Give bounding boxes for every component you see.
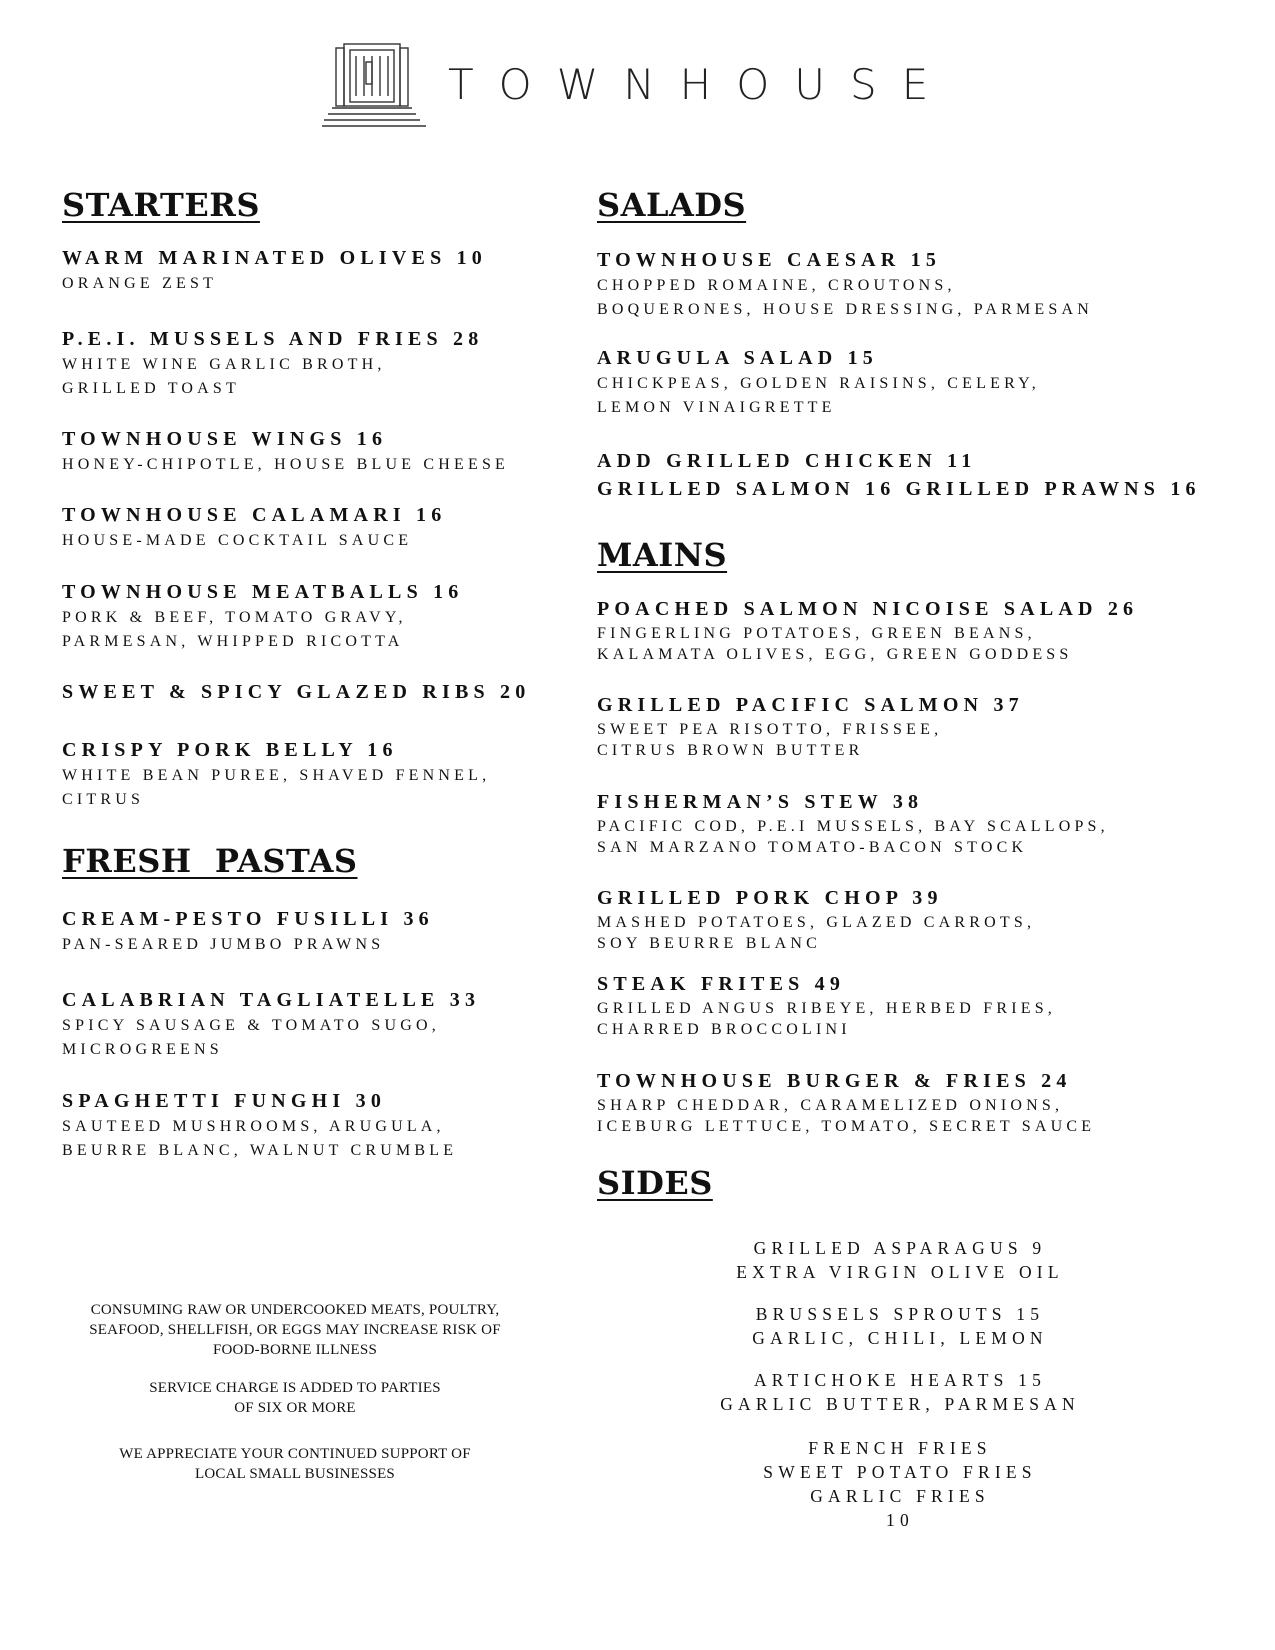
- support-notice: WE APPRECIATE YOUR CONTINUED SUPPORT OF LOCAL SMALL BUSINESSES: [119, 1446, 471, 1482]
- salad-addons: [597, 447, 1201, 503]
- item-desc: CHOPPED ROMAINE, CROUTONS,: [597, 277, 956, 294]
- item-desc: SOY BEURRE BLANC: [597, 935, 821, 952]
- item-desc: BEURRE BLANC, WALNUT CRUMBLE: [62, 1142, 458, 1159]
- menu-item: [597, 691, 1024, 761]
- item-desc: GRILLED ANGUS RIBEYE, HERBED FRIES,: [597, 1000, 1057, 1017]
- item-desc: SHARP CHEDDAR, CARAMELIZED ONIONS,: [597, 1097, 1064, 1114]
- item-desc: CHICKPEAS, GOLDEN RAISINS, CELERY,: [597, 375, 1040, 392]
- item-desc: HOUSE-MADE COCKTAIL SAUCE: [62, 532, 413, 549]
- section-title-sides: SIDES: [597, 1164, 713, 1202]
- menu-item: [62, 905, 434, 957]
- item-name: ARUGULA SALAD 15: [597, 347, 879, 369]
- item-desc: CITRUS BROWN BUTTER: [597, 742, 864, 759]
- item-desc: ICEBURG LETTUCE, TOMATO, SECRET SAUCE: [597, 1118, 1096, 1135]
- side-line: GARLIC, CHILI, LEMON: [752, 1328, 1048, 1348]
- item-name: CREAM-PESTO FUSILLI 36: [62, 908, 434, 930]
- menu-item: [597, 884, 1035, 954]
- side-line: FRENCH FRIES: [808, 1438, 992, 1458]
- menu-item: [597, 344, 1040, 420]
- item-name: CALABRIAN TAGLIATELLE 33: [62, 989, 481, 1011]
- side-line: GRILLED ASPARAGUS 9: [753, 1238, 1047, 1258]
- menu-item: [597, 1067, 1095, 1137]
- footer-notes: [50, 1300, 540, 1484]
- brand-logo: [322, 38, 954, 138]
- item-name: TOWNHOUSE CALAMARI 16: [62, 504, 447, 526]
- menu-item: [62, 986, 480, 1062]
- item-desc: GRILLED TOAST: [62, 380, 241, 397]
- item-desc: MICROGREENS: [62, 1041, 223, 1058]
- item-desc: PORK & BEEF, TOMATO GRAVY,: [62, 609, 407, 626]
- item-desc: KALAMATA OLIVES, EGG, GREEN GODDESS: [597, 646, 1073, 663]
- section-title-starters: STARTERS: [62, 186, 260, 224]
- item-name: STEAK FRITES 49: [597, 973, 846, 995]
- side-line: SWEET POTATO FRIES: [763, 1462, 1037, 1482]
- health-notice: CONSUMING RAW OR UNDERCOOKED MEATS, POULTRY, SEAFOOD, SHELLFISH, OR EGGS MAY INCREASE RISK OF FOOD-BORNE ILLNESS: [89, 1302, 501, 1358]
- menu-item: [597, 970, 1056, 1040]
- addon-line: GRILLED SALMON 16 GRILLED PRAWNS 16: [597, 478, 1201, 500]
- item-name: TOWNHOUSE CAESAR 15: [597, 249, 942, 271]
- item-desc: WHITE WINE GARLIC BROTH,: [62, 356, 386, 373]
- menu-item: [597, 595, 1138, 665]
- menu-item: [597, 788, 1109, 858]
- item-name: P.E.I. MUSSELS AND FRIES 28: [62, 328, 484, 350]
- menu-item: [62, 425, 509, 477]
- side-line: EXTRA VIRGIN OLIVE OIL: [736, 1262, 1064, 1282]
- menu-item: [62, 578, 464, 654]
- item-name: CRISPY PORK BELLY 16: [62, 739, 398, 761]
- service-charge-notice: SERVICE CHARGE IS ADDED TO PARTIES OF SIX OR MORE: [149, 1380, 441, 1416]
- item-desc: CITRUS: [62, 791, 145, 808]
- side-group: [640, 1436, 1160, 1532]
- item-name: TOWNHOUSE BURGER & FRIES 24: [597, 1070, 1072, 1092]
- item-desc: SWEET PEA RISOTTO, FRISSEE,: [597, 721, 943, 738]
- item-name: GRILLED PORK CHOP 39: [597, 887, 943, 909]
- item-desc: PACIFIC COD, P.E.I MUSSELS, BAY SCALLOPS,: [597, 818, 1109, 835]
- menu-item: [62, 244, 487, 296]
- item-name: GRILLED PACIFIC SALMON 37: [597, 694, 1024, 716]
- menu-item: [62, 1087, 457, 1163]
- item-desc: ORANGE ZEST: [62, 275, 218, 292]
- item-desc: PAN-SEARED JUMBO PRAWNS: [62, 936, 385, 953]
- side-group: [640, 1302, 1160, 1350]
- side-group: [640, 1368, 1160, 1416]
- side-line: BRUSSELS SPROUTS 15: [755, 1304, 1045, 1324]
- brand-name: TOWNHOUSE: [448, 60, 954, 109]
- item-desc: FINGERLING POTATOES, GREEN BEANS,: [597, 625, 1036, 642]
- section-title-pastas: FRESH PASTAS: [62, 842, 358, 880]
- item-name: FISHERMAN’S STEW 38: [597, 791, 924, 813]
- item-desc: CHARRED BROCCOLINI: [597, 1021, 851, 1038]
- item-name: TOWNHOUSE WINGS 16: [62, 428, 388, 450]
- item-name: TOWNHOUSE MEATBALLS 16: [62, 581, 464, 603]
- item-name: SWEET & SPICY GLAZED RIBS 20: [62, 681, 531, 703]
- addon-line: ADD GRILLED CHICKEN 11: [597, 450, 977, 472]
- townhouse-door-icon: [322, 38, 434, 134]
- item-desc: SPICY SAUSAGE & TOMATO SUGO,: [62, 1017, 440, 1034]
- menu-item: [62, 678, 530, 706]
- side-line: GARLIC BUTTER, PARMESAN: [720, 1394, 1080, 1414]
- item-name: WARM MARINATED OLIVES 10: [62, 247, 488, 269]
- side-line: 10: [886, 1510, 914, 1530]
- section-title-salads: SALADS: [597, 186, 747, 224]
- side-line: ARTICHOKE HEARTS 15: [753, 1370, 1047, 1390]
- item-desc: LEMON VINAIGRETTE: [597, 399, 836, 416]
- side-line: GARLIC FRIES: [810, 1486, 990, 1506]
- item-desc: BOQUERONES, HOUSE DRESSING, PARMESAN: [597, 301, 1093, 318]
- item-desc: PARMESAN, WHIPPED RICOTTA: [62, 633, 404, 650]
- item-desc: SAN MARZANO TOMATO-BACON STOCK: [597, 839, 1028, 856]
- menu-item: [62, 325, 483, 401]
- item-desc: HONEY-CHIPOTLE, HOUSE BLUE CHEESE: [62, 456, 510, 473]
- section-title-mains: MAINS: [597, 536, 728, 574]
- menu-item: [62, 736, 490, 812]
- item-desc: WHITE BEAN PUREE, SHAVED FENNEL,: [62, 767, 491, 784]
- item-desc: SAUTEED MUSHROOMS, ARUGULA,: [62, 1118, 445, 1135]
- menu-item: [597, 246, 1093, 322]
- menu-item: [62, 501, 446, 553]
- sides-list: [640, 1236, 1160, 1532]
- side-group: [640, 1236, 1160, 1284]
- item-desc: MASHED POTATOES, GLAZED CARROTS,: [597, 914, 1036, 931]
- item-name: POACHED SALMON NICOISE SALAD 26: [597, 598, 1139, 620]
- item-name: SPAGHETTI FUNGHI 30: [62, 1090, 387, 1112]
